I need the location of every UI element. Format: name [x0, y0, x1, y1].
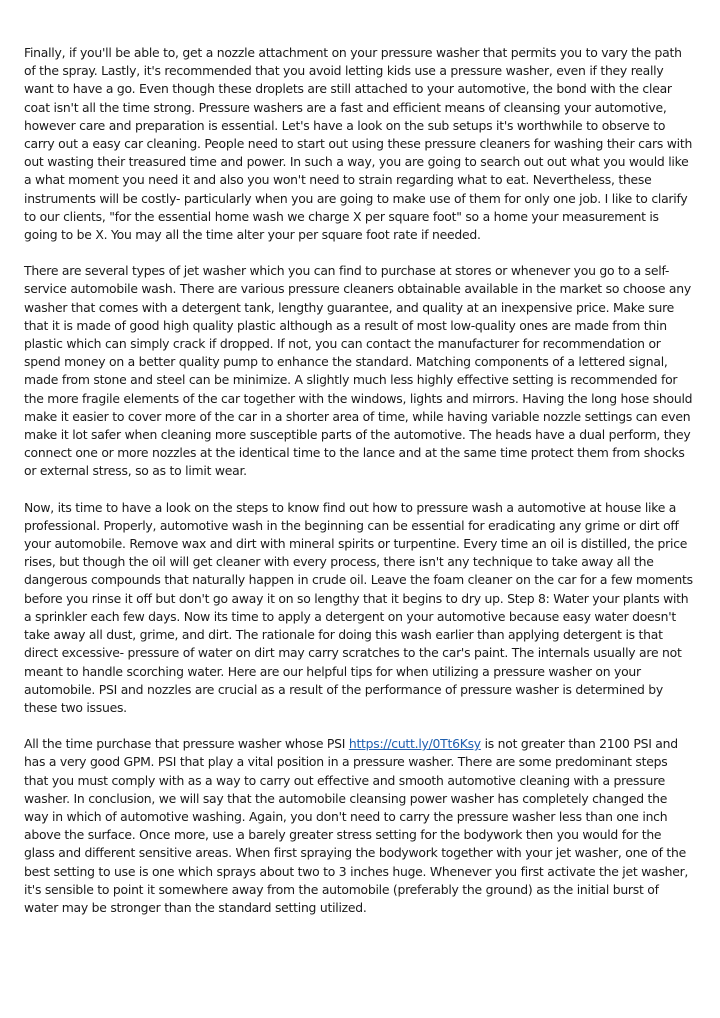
paragraph-4-text-after-link: is not greater than 2100 PSI and has a very good GPM. PSI that play a vital position in a pressure washer. There are some predominant steps that you must comply with as a way to carry out effective and smooth automotive cleaning with a pressure washer. In conclusion, we will say that the automobile cleansing power washer has completely changed the way in which of automotive washing. Again, you don't need to carry the pressure washer less than one inch above the surface. Once more, use a barely greater stress setting for the bodywork then you would for the glass and different sensitive areas. When first spraying the bodywork together with your jet washer, one of the best setting to use is one which sprays about two to 3 inches huge. Whenever you first activate the jet washer, it's sensible to point it somewhere away from the automobile (preferably the ground) as the initial burst of water may be stronger than the standard setting utilized. [24, 736, 689, 915]
paragraph-3: Now, its time to have a look on the steps to know find out how to pressure wash a automotive at house like a professional. Properly, automotive wash in the beginning can be essential for eradicating any grime or dirt off your automobile. Remove wax and dirt with mineral spirits or turpentine. Every time an oil is distilled, the price rises, but though the oil will get cleaner with every process, there isn't any technique to take away all the dangerous compounds that naturally happen in crude oil. Leave the foam cleaner on the car for a few moments before you rinse it off but don't go away it on so lengthy that it begins to dry up. Step 8: Water your plants with a sprinkler each few days. Now its time to apply a detergent on your automotive because easy water doesn't take away all dust, grime, and dirt. The rationale for doing this wash earlier than applying detergent is that direct excessive- pressure of water on dirt may carry scratches to the car's paint. The internals usually are not meant to handle scorching water. Here are our helpful tips for when utilizing a pressure washer on your automobile. PSI and nozzles are crucial as a result of the performance of pressure washer is determined by these two issues. [24, 499, 693, 715]
cutt-ly-link[interactable]: https://cutt.ly/0Tt6Ksy [348, 736, 481, 752]
paragraph-2: There are several types of jet washer which you can find to purchase at stores or whenever you go to a self-service automobile wash. There are various pressure cleaners obtainable available in the market so choose any washer that comes with a detergent tank, lengthy guarantee, and quality at an inexpensive price. Make sure that it is made of good high quality plastic although as a result of most low-quality ones are made from thin plastic which can simply crack if dropped. If not, you can contact the manufacturer for recommendation or spend money on a better quality pump to enhance the standard. Matching components of a lettered signal, made from stone and steel can be minimize. A slightly much less highly effective setting is recommended for the more fragile elements of the car together with the windows, lights and mirrors. Having the long hose should make it easier to cover more of the car in a shorter area of time, while having variable nozzle settings can even make it lot safer when cleaning more susceptible parts of the automotive. The heads have a dual perform, they connect one or more nozzles at the identical time to the lance and at the same time protect them from shocks or external stress, so as to limit wear. [24, 263, 693, 479]
paragraph-4-text-before-link: All the time purchase that pressure washer whose PSI [24, 736, 349, 752]
paragraph-4 [24, 735, 694, 917]
paragraph-1: Finally, if you'll be able to, get a nozzle attachment on your pressure washer that permits you to vary the path of the spray. Lastly, it's recommended that you avoid letting kids use a pressure washer, even if they really want to have a go. Even though these droplets are still attached to your automotive, the bond with the clear coat isn't all the time strong. Pressure washers are a fast and efficient means of cleansing your automotive, however care and preparation is essential. Let's have a look on the sub setups it's worthwhile to observe to carry out a easy car cleaning. People need to start out using these pressure cleaners for washing their cars with out wasting their treasured time and power. In such a way, you are going to search out out what you would like a what moment you need it and also you won't need to strain regarding what to eat. Nevertheless, these instruments will be costly- particularly when you are going to make use of them for only one job. I like to clarify to our clients, "for the essential home wash we charge X per square foot" so a home your measurement is going to be X. You may all the time alter your per square foot rate if needed. [24, 45, 693, 243]
